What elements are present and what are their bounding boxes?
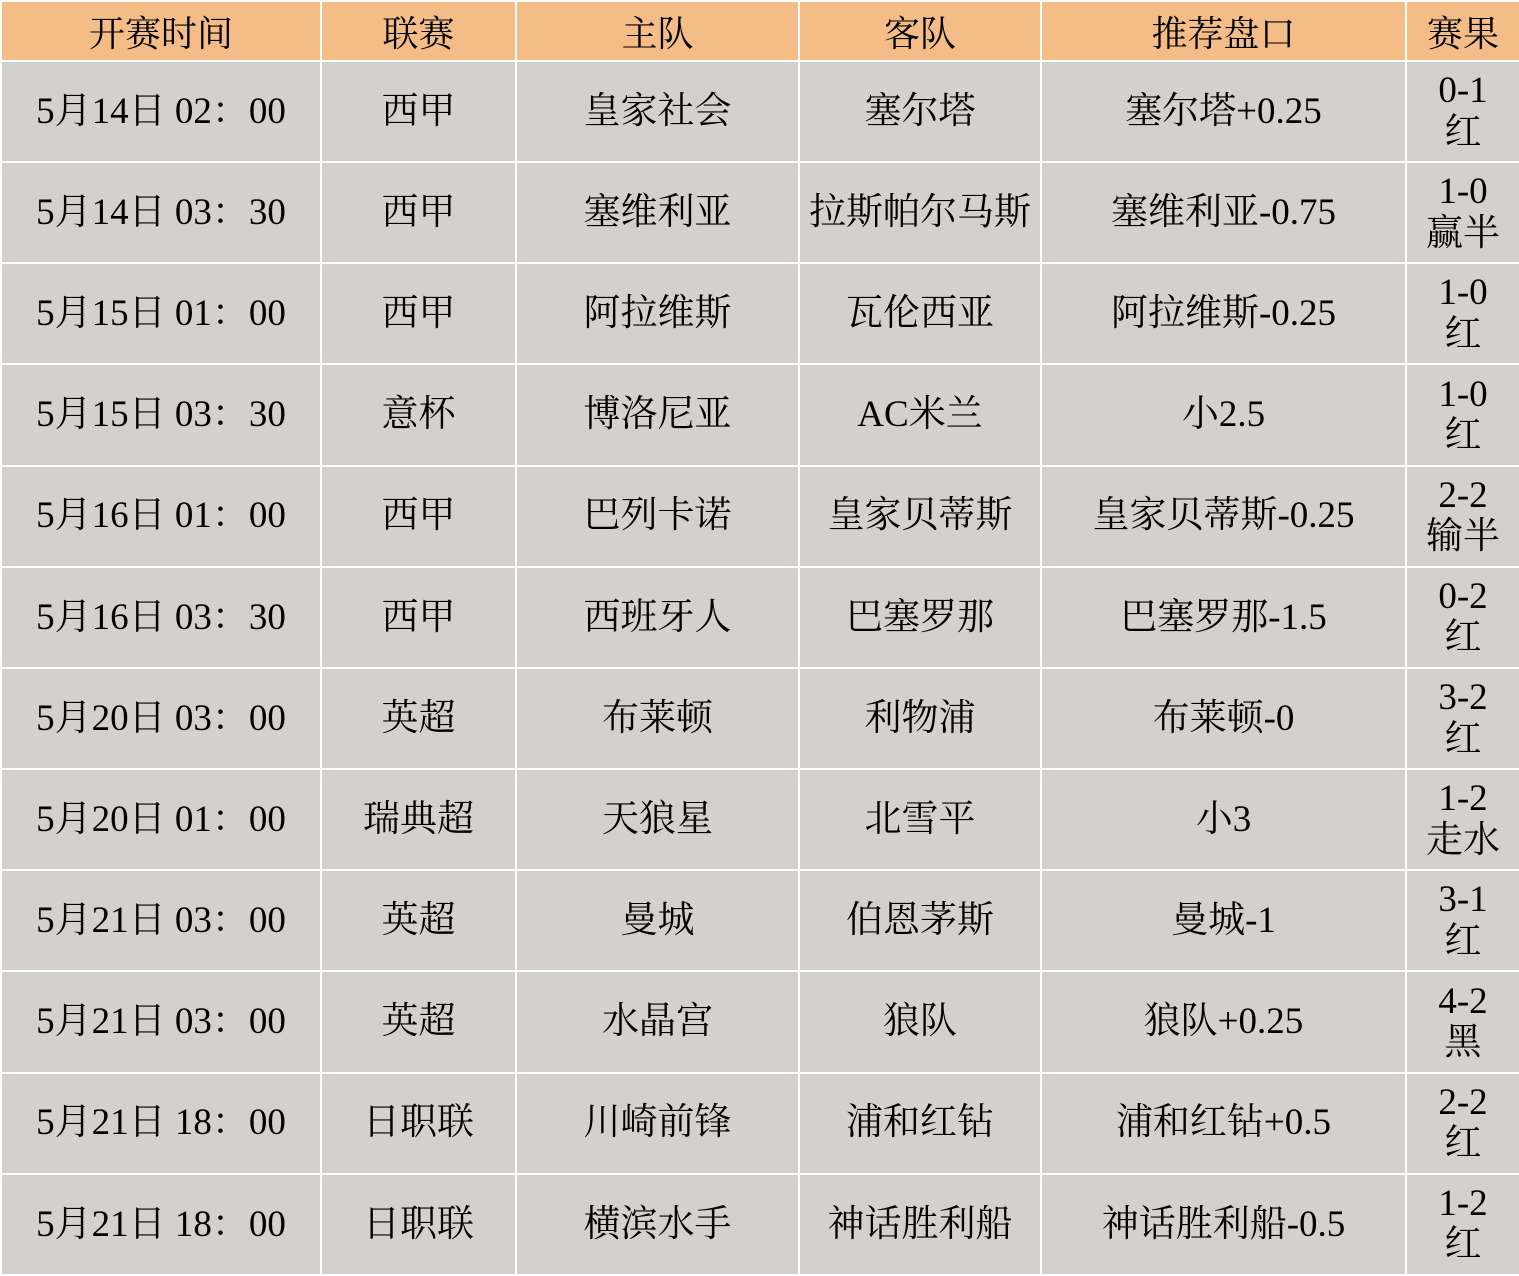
- result-tag: 赢半: [1426, 212, 1500, 254]
- cell-result: [1406, 668, 1519, 769]
- cell-recommended-handicap: [1041, 1073, 1406, 1174]
- cell-league: [321, 364, 516, 465]
- cell-league: [321, 466, 516, 567]
- cell-recommended-handicap-text: 小2.5: [1181, 394, 1266, 436]
- cell-result: [1406, 364, 1519, 465]
- cell-match-time: [1, 1174, 321, 1275]
- cell-league: [321, 668, 516, 769]
- cell-away-team-text: 狼队: [883, 1001, 957, 1043]
- result-score: 1-0: [1438, 373, 1488, 415]
- cell-home-team-text: 水晶宫: [602, 1001, 713, 1043]
- cell-home-team-text: 塞维利亚: [583, 192, 732, 234]
- cell-match-time-text: 5月14日 03：30: [36, 192, 286, 234]
- cell-away-team: [799, 162, 1041, 263]
- cell-result: [1406, 1073, 1519, 1174]
- result-score: 1-0: [1438, 272, 1488, 314]
- cell-match-time-text: 5月21日 18：00: [36, 1102, 286, 1144]
- cell-away-team: [799, 1073, 1041, 1174]
- cell-away-team: [799, 61, 1041, 162]
- result-score: 1-2: [1438, 778, 1488, 820]
- cell-recommended-handicap-text: 小3: [1195, 798, 1252, 840]
- cell-league-text: 西甲: [381, 495, 456, 537]
- result-tag: 走水: [1426, 819, 1500, 861]
- result-tag: 红: [1444, 1123, 1482, 1165]
- cell-result: [1406, 466, 1519, 567]
- cell-recommended-handicap: [1041, 870, 1406, 971]
- cell-recommended-handicap-text: 神话胜利船-0.5: [1101, 1203, 1346, 1245]
- cell-match-time-text: 5月16日 03：30: [36, 596, 286, 638]
- column-header-result: 赛果: [1406, 1, 1519, 61]
- column-header-time: 开赛时间: [1, 1, 321, 61]
- cell-match-time-text: 5月16日 01：00: [36, 495, 286, 537]
- cell-league-text: 西甲: [381, 596, 456, 638]
- cell-away-team-text: 浦和红钻: [846, 1102, 994, 1144]
- table-row: [1, 769, 1519, 870]
- result-score: 1-2: [1438, 1182, 1488, 1224]
- result-tag: 红: [1444, 718, 1482, 760]
- cell-recommended-handicap-text: 皇家贝蒂斯-0.25: [1092, 495, 1355, 537]
- cell-league: [321, 1174, 516, 1275]
- cell-league: [321, 263, 516, 364]
- cell-home-team: [516, 870, 799, 971]
- cell-away-team-text: 瓦伦西亚: [846, 293, 994, 335]
- cell-home-team: [516, 769, 799, 870]
- cell-league-text: 英超: [381, 697, 456, 739]
- column-header-recommended-handicap: 推荐盘口: [1041, 1, 1406, 61]
- table-row: [1, 668, 1519, 769]
- table-row: [1, 1073, 1519, 1174]
- cell-match-time-text: 5月20日 03：00: [36, 697, 286, 739]
- cell-away-team-text: 神话胜利船: [827, 1203, 1013, 1245]
- cell-match-time: [1, 61, 321, 162]
- cell-recommended-handicap: [1041, 466, 1406, 567]
- result-score: 3-1: [1438, 879, 1488, 921]
- table-row: [1, 162, 1519, 263]
- cell-league: [321, 769, 516, 870]
- cell-match-time-text: 5月21日 18：00: [36, 1203, 286, 1245]
- cell-home-team-text: 布莱顿: [602, 697, 713, 739]
- cell-away-team-text: 皇家贝蒂斯: [827, 495, 1013, 537]
- cell-league: [321, 971, 516, 1072]
- cell-match-time: [1, 1073, 321, 1174]
- table-row: [1, 466, 1519, 567]
- cell-home-team: [516, 668, 799, 769]
- cell-match-time-text: 5月21日 03：00: [36, 900, 286, 942]
- cell-recommended-handicap: [1041, 971, 1406, 1072]
- cell-home-team-text: 西班牙人: [583, 596, 732, 638]
- cell-league: [321, 61, 516, 162]
- cell-result: [1406, 769, 1519, 870]
- column-header-league: 联赛: [321, 1, 516, 61]
- table-row: [1, 971, 1519, 1072]
- cell-match-time: [1, 668, 321, 769]
- cell-away-team-text: 塞尔塔: [864, 90, 976, 132]
- cell-away-team: [799, 263, 1041, 364]
- table-row: [1, 567, 1519, 668]
- cell-recommended-handicap: [1041, 162, 1406, 263]
- cell-league-text: 意杯: [381, 394, 456, 436]
- cell-match-time: [1, 263, 321, 364]
- cell-home-team-text: 巴列卡诺: [583, 495, 732, 537]
- cell-recommended-handicap: [1041, 769, 1406, 870]
- cell-recommended-handicap-text: 塞维利亚-0.75: [1110, 192, 1337, 234]
- table-header: [1, 1, 1519, 61]
- cell-match-time: [1, 769, 321, 870]
- cell-home-team-text: 博洛尼亚: [583, 394, 732, 436]
- cell-result: [1406, 263, 1519, 364]
- result-score: 3-2: [1438, 677, 1488, 719]
- column-header-away-team: 客队: [799, 1, 1041, 61]
- cell-result: [1406, 162, 1519, 263]
- cell-recommended-handicap-text: 布莱顿-0: [1152, 697, 1295, 739]
- cell-league: [321, 162, 516, 263]
- table-row: [1, 870, 1519, 971]
- cell-away-team-text: 伯恩茅斯: [846, 900, 994, 942]
- result-score: 0-2: [1438, 575, 1488, 617]
- cell-recommended-handicap-text: 巴塞罗那-1.5: [1120, 596, 1327, 638]
- cell-recommended-handicap: [1041, 61, 1406, 162]
- cell-match-time: [1, 364, 321, 465]
- result-tag: 红: [1444, 920, 1482, 962]
- cell-recommended-handicap: [1041, 364, 1406, 465]
- cell-match-time-text: 5月15日 01：00: [36, 293, 286, 335]
- cell-home-team: [516, 162, 799, 263]
- cell-league-text: 西甲: [381, 90, 456, 132]
- cell-league-text: 瑞典超: [363, 798, 474, 840]
- cell-league-text: 英超: [381, 1001, 456, 1043]
- table-row: [1, 1174, 1519, 1275]
- cell-match-time: [1, 466, 321, 567]
- cell-league: [321, 567, 516, 668]
- cell-home-team: [516, 364, 799, 465]
- cell-match-time: [1, 870, 321, 971]
- cell-home-team: [516, 263, 799, 364]
- cell-match-time-text: 5月21日 03：00: [36, 1001, 286, 1043]
- cell-home-team-text: 川崎前锋: [583, 1102, 732, 1144]
- cell-league-text: 日职联: [363, 1102, 474, 1144]
- cell-away-team: [799, 769, 1041, 870]
- result-tag: 红: [1444, 1224, 1482, 1266]
- cell-away-team: [799, 1174, 1041, 1275]
- cell-league: [321, 1073, 516, 1174]
- cell-recommended-handicap-text: 塞尔塔+0.25: [1125, 90, 1322, 132]
- result-tag: 红: [1444, 111, 1482, 153]
- cell-recommended-handicap-text: 阿拉维斯-0.25: [1110, 293, 1337, 335]
- cell-away-team-text: AC米兰: [857, 394, 983, 436]
- column-header-home-team: 主队: [516, 1, 799, 61]
- cell-away-team-text: 巴塞罗那: [846, 596, 994, 638]
- result-tag: 输半: [1426, 516, 1500, 558]
- table-row: [1, 364, 1519, 465]
- cell-home-team: [516, 61, 799, 162]
- result-score: 2-2: [1438, 474, 1488, 516]
- result-tag: 红: [1444, 313, 1482, 355]
- cell-league-text: 英超: [381, 900, 456, 942]
- result-score: 4-2: [1438, 980, 1488, 1022]
- cell-away-team-text: 北雪平: [864, 798, 976, 840]
- cell-result: [1406, 870, 1519, 971]
- cell-recommended-handicap-text: 狼队+0.25: [1143, 1001, 1304, 1043]
- cell-match-time: [1, 971, 321, 1072]
- cell-away-team: [799, 668, 1041, 769]
- cell-away-team: [799, 870, 1041, 971]
- cell-match-time-text: 5月20日 01：00: [36, 798, 286, 840]
- cell-away-team: [799, 364, 1041, 465]
- result-tag: 黑: [1444, 1021, 1482, 1063]
- cell-recommended-handicap: [1041, 263, 1406, 364]
- cell-home-team: [516, 1073, 799, 1174]
- cell-away-team: [799, 567, 1041, 668]
- cell-recommended-handicap-text: 浦和红钻+0.5: [1115, 1102, 1332, 1144]
- cell-away-team-text: 利物浦: [864, 697, 976, 739]
- cell-home-team: [516, 567, 799, 668]
- cell-result: [1406, 61, 1519, 162]
- cell-match-time: [1, 162, 321, 263]
- cell-recommended-handicap: [1041, 668, 1406, 769]
- cell-home-team: [516, 1174, 799, 1275]
- cell-match-time: [1, 567, 321, 668]
- result-score: 1-0: [1438, 171, 1488, 213]
- table-row: [1, 263, 1519, 364]
- cell-home-team-text: 曼城: [620, 900, 695, 942]
- cell-away-team: [799, 466, 1041, 567]
- cell-league-text: 西甲: [381, 192, 456, 234]
- result-tag: 红: [1444, 617, 1482, 659]
- cell-result: [1406, 971, 1519, 1072]
- result-score: 2-2: [1438, 1081, 1488, 1123]
- table-body: [1, 61, 1519, 1275]
- cell-result: [1406, 567, 1519, 668]
- cell-match-time-text: 5月14日 02：00: [36, 90, 286, 132]
- cell-result: [1406, 1174, 1519, 1275]
- cell-league-text: 日职联: [363, 1203, 474, 1245]
- result-score: 0-1: [1438, 70, 1488, 112]
- cell-home-team: [516, 971, 799, 1072]
- cell-recommended-handicap-text: 曼城-1: [1171, 900, 1276, 942]
- cell-home-team-text: 皇家社会: [583, 90, 732, 132]
- cell-home-team-text: 阿拉维斯: [583, 293, 732, 335]
- cell-home-team: [516, 466, 799, 567]
- cell-home-team-text: 天狼星: [602, 798, 713, 840]
- cell-away-team-text: 拉斯帕尔马斯: [809, 192, 1031, 234]
- cell-league-text: 西甲: [381, 293, 456, 335]
- header-row: [1, 1, 1519, 61]
- table-row: [1, 61, 1519, 162]
- result-tag: 红: [1444, 415, 1482, 457]
- cell-recommended-handicap: [1041, 567, 1406, 668]
- cell-away-team: [799, 971, 1041, 1072]
- cell-league: [321, 870, 516, 971]
- cell-match-time-text: 5月15日 03：30: [36, 394, 286, 436]
- cell-recommended-handicap: [1041, 1174, 1406, 1275]
- cell-home-team-text: 横滨水手: [583, 1203, 732, 1245]
